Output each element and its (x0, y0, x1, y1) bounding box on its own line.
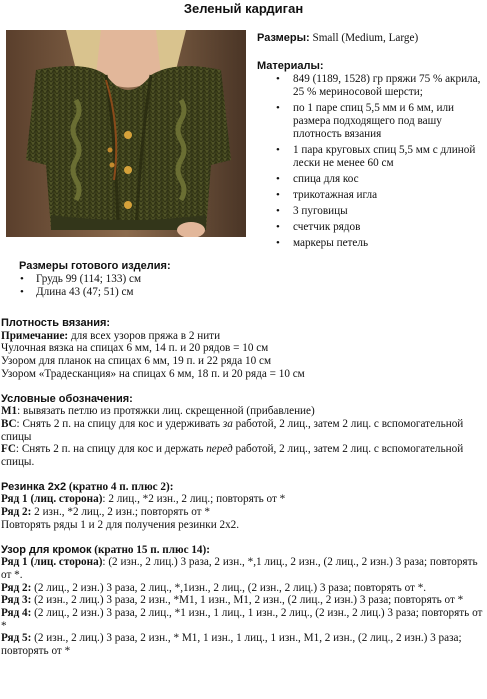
materials-item: • 849 (1189, 1528) гр пряжи 75 % акрила, 25 % мериносовой шерсти; (257, 73, 485, 99)
abbrev-text: работой, 2 лиц., затем 2 лиц. с вспомогательной спицы. (1, 443, 464, 469)
row-text: 2 изн., *2 лиц., 2 изн.; повторять от * (31, 506, 210, 519)
rib-repeat: Повторять ряды 1 и 2 для получения резинки 2x2. (1, 518, 240, 531)
row-text: (2 лиц., 2 изн.) 3 раза, 2 лиц., *1 изн., 1 лиц., 1 изн., 2 лиц., (2 изн., 2 лиц.) 3 раза; повторять от * (1, 607, 483, 632)
rib-row-2 (1, 506, 485, 519)
rib-label-note: (кратно 4 п. плюс 2): (66, 480, 174, 493)
row-key: Ряд 2: (1, 506, 32, 519)
rib-row-1 (1, 493, 485, 506)
finished-sizes (19, 260, 319, 299)
abbrev-emphasis: за (222, 417, 233, 430)
materials-item: • 3 пуговицы (257, 205, 485, 218)
gauge-note-text: для всех узоров пряжа в 2 нити (68, 329, 221, 342)
edge-row-5 (1, 632, 485, 657)
materials-item: • спица для кос (257, 173, 485, 186)
row-key: Ряд 1 (лиц. сторона) (1, 556, 103, 569)
row-text: (2 изн., 2 лиц.) 3 раза, 2 изн., *M1, 1 изн., M1, 2 изн., (2 лиц., 2 изн.) 3 раза; повторять от * (31, 594, 464, 607)
finished-sizes-label: Размеры готового изделия: (19, 260, 171, 272)
row-key: Ряд 2: (1, 581, 32, 594)
cardigan-photo-illustration (6, 30, 246, 237)
row-text: (2 изн., 2 лиц.) 3 раза, 2 изн., * M1, 1 изн., 1 лиц., 1 изн., M1, 2 изн., (2 лиц., 2 изн.) 3 раза; повторять от * (1, 632, 462, 658)
gauge-line: Узором для планок на спицах 6 мм, 19 п. и 22 ряда 10 см (1, 355, 272, 368)
abbrev-emphasis: перед (206, 443, 233, 456)
rib-label: Резинка 2x2 (1, 480, 67, 493)
abbrev-key: BC (1, 417, 17, 430)
finished-size-item: • Длина 43 (47; 51) см (19, 286, 319, 299)
finished-sizes-list (19, 273, 319, 299)
abbrev-fc (1, 443, 485, 468)
row-key: Ряд 3: (1, 594, 32, 607)
abbrev-m1 (1, 405, 485, 418)
materials-item: • маркеры петель (257, 237, 485, 250)
abbrev-bc (1, 418, 485, 443)
materials-item: • 1 пара круговых спиц 5,5 мм с длиной лески не менее 60 см (257, 144, 485, 170)
materials-item: • счетчик рядов (257, 221, 485, 234)
abbrev-text: : Снять 2 п. на спицу для кос и удерживать (16, 417, 223, 430)
row-text: (2 лиц., 2 изн.) 3 раза, 2 лиц., *,1изн., 2 лиц., (2 изн., 2 лиц.) 3 раза; повторять от *. (31, 581, 427, 594)
edge-row-3 (1, 594, 485, 607)
page-title: Зеленый кардиган (183, 1, 304, 16)
materials-list (257, 73, 485, 250)
header-info (257, 32, 485, 253)
gauge-note-label: Примечание: (1, 329, 69, 342)
gauge-note (1, 330, 485, 343)
row-text: : (2 изн., 2 лиц.) 3 раза, 2 изн., *,1 лиц., 2 изн., (2 лиц., 2 изн.) 3 раза; повторять от *. (1, 556, 478, 581)
finished-size-item: • Грудь 99 (114; 133) см (19, 273, 319, 286)
rib-header (1, 481, 485, 494)
abbrev-key: M1 (1, 405, 18, 418)
edge-row-2 (1, 582, 485, 595)
edge-header (1, 544, 485, 557)
materials-item: • по 1 паре спиц 5,5 мм и 6 мм, или размера подходящего под вашу плотность вязания (257, 102, 485, 141)
edge-label-note: (кратно 15 п. плюс 14): (91, 543, 210, 556)
sizes-value: Small (Medium, Large) (309, 32, 419, 44)
pattern-text (1, 317, 485, 658)
abbrev-key: FC (1, 443, 16, 456)
gauge-label: Плотность вязания: (1, 317, 111, 329)
row-text: : 2 лиц., *2 изн., 2 лиц.; повторять от * (102, 493, 286, 506)
edge-label: Узор для кромок (1, 543, 92, 556)
abbrev-label: Условные обозначения: (1, 392, 133, 405)
cardigan-photo (6, 30, 246, 237)
gauge-line: Узором «Традесканция» на спицах 6 мм, 18 п. и 20 ряда = 10 см (1, 367, 305, 380)
gauge-line: Чулочная вязка на спицах 6 мм, 14 п. и 20 рядов = 10 см (1, 342, 269, 355)
sizes-label: Размеры: (257, 32, 310, 44)
abbrev-text: : Снять 2 п. на спицу для кос и держать (15, 443, 207, 456)
edge-row-4 (1, 607, 485, 632)
row-key: Ряд 5: (1, 632, 32, 645)
edge-row-1 (1, 556, 485, 581)
materials-item: • трикотажная игла (257, 189, 485, 202)
row-key: Ряд 1 (лиц. сторона) (1, 493, 103, 506)
materials-label: Материалы: (257, 60, 324, 72)
row-key: Ряд 4: (1, 607, 32, 620)
sizes-line (257, 32, 485, 45)
abbrev-text: работой, 2 лиц., затем 2 лиц. с вспомогательной спицы (1, 417, 464, 443)
abbrev-text: : вывязать петлю из протяжки лиц. скрещенной (прибавление) (17, 405, 315, 418)
